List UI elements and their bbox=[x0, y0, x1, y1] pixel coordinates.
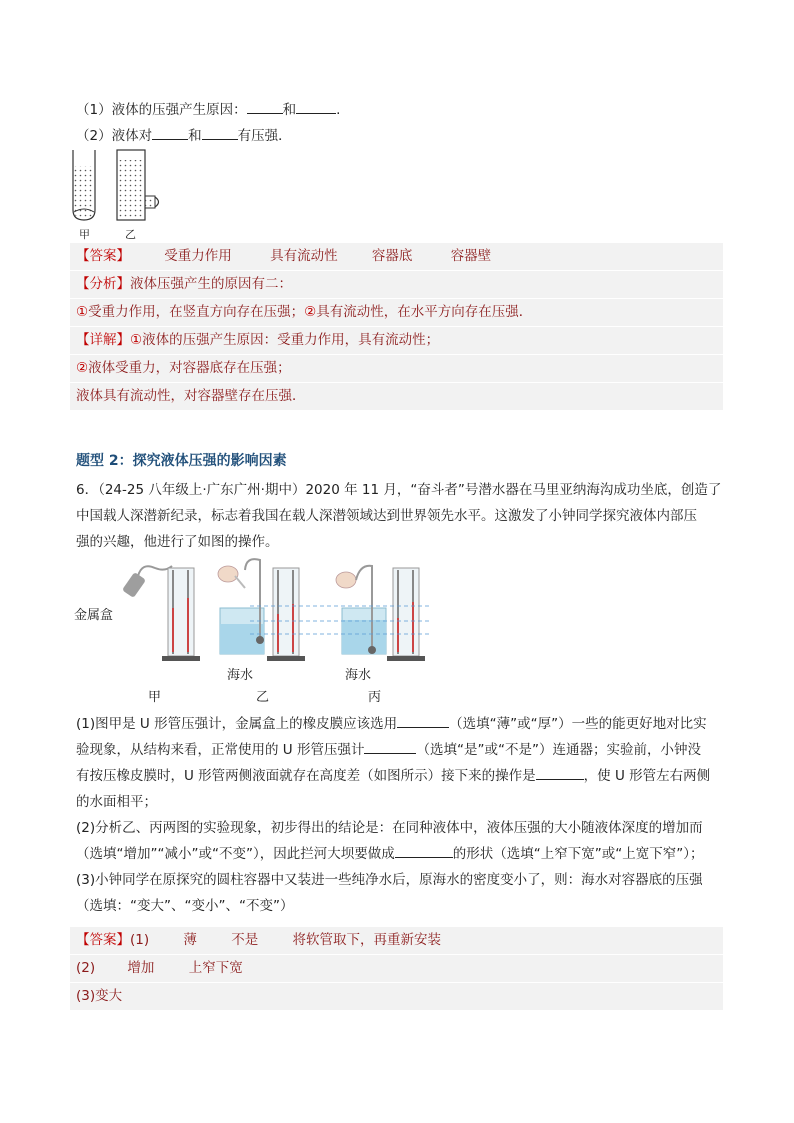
q6-p2-line1: (2)分析乙、丙两图的实验现象，初步得出的结论是：在同种液体中，液体压强的大小随液体深度的增加而 bbox=[76, 820, 703, 836]
q6-p2-line2 bbox=[76, 841, 726, 867]
blank bbox=[364, 739, 416, 754]
q1-line1 bbox=[76, 98, 340, 118]
fig-label-yi: 乙 bbox=[256, 690, 270, 705]
circle-num: ② bbox=[76, 360, 89, 376]
answer-box-1 bbox=[70, 243, 723, 411]
answer-num: (2) bbox=[76, 960, 96, 976]
answer-item: 增加 bbox=[127, 960, 155, 976]
answer-item: 容器底 bbox=[371, 248, 413, 264]
detail-tag: 【详解】 bbox=[76, 332, 130, 348]
analysis-row bbox=[70, 271, 723, 299]
analysis-tag: 【分析】 bbox=[76, 276, 130, 292]
container-jia bbox=[73, 150, 95, 220]
answer-item: 不是 bbox=[231, 932, 259, 948]
answer-row-3 bbox=[70, 983, 723, 1011]
circle-num: ② bbox=[304, 304, 317, 320]
answer-item: (3)变大 bbox=[76, 988, 123, 1004]
q6-p1-line2 bbox=[76, 737, 726, 763]
section-title: 题型 2：探究液体压强的影响因素 bbox=[76, 453, 287, 469]
q6-text: 验现象，从结构来看，正常使用的 U 形管压强计 bbox=[76, 742, 365, 758]
q6-text: 有按压橡皮膜时，U 形管两侧液面就存在高度差（如图所示）接下来的操作是 bbox=[76, 768, 536, 784]
answer-row-2 bbox=[70, 955, 723, 983]
fig-metal-box-label: 金属盒 bbox=[74, 608, 114, 623]
q1-line2-text: （2）液体对 bbox=[76, 128, 153, 144]
q6-p1-line1 bbox=[76, 711, 726, 737]
manometer-bing bbox=[336, 566, 425, 661]
circle-num: ① bbox=[130, 332, 143, 348]
q6-intro bbox=[76, 477, 726, 555]
answer-row bbox=[70, 243, 723, 271]
answer-item: 薄 bbox=[183, 932, 197, 948]
blank bbox=[395, 843, 453, 858]
analysis-text: 液体压强产生的原因有二： bbox=[130, 276, 292, 292]
q6-text: （选填“增加”“减小”或“不变”），因此拦河大坝要做成 bbox=[76, 846, 395, 862]
detail-row bbox=[70, 327, 723, 355]
analysis-text: 受重力作用，在竖直方向存在压强； bbox=[88, 304, 305, 320]
fig-label-yi: 乙 bbox=[125, 228, 136, 241]
answer-item: 受重力作用 bbox=[164, 248, 232, 264]
detail-text: 液体具有流动性，对容器壁存在压强． bbox=[76, 388, 306, 404]
q6-line: 6．（24-25 八年级上·广东广州·期中）2020 年 11 月，“奋斗者”号潜水器在马里亚纳海沟成功坐底，创造了 bbox=[76, 482, 722, 498]
answer-box-6 bbox=[70, 927, 723, 1011]
q6-text: （选填“是”或“不是”）连通器；实验前，小钟没 bbox=[416, 742, 701, 758]
q1-line2-and: 和 bbox=[188, 128, 202, 144]
answer-num: (1) bbox=[130, 932, 150, 948]
fig-label-bing: 丙 bbox=[368, 690, 382, 705]
manometer-jia bbox=[122, 566, 200, 661]
container-figure bbox=[68, 148, 168, 226]
q6-p3-line2: （选填：“变大”、“变小”、“不变”） bbox=[76, 898, 294, 914]
q1-line1-end: . bbox=[336, 102, 341, 118]
q1-line1-and: 和 bbox=[282, 102, 297, 118]
blank bbox=[296, 99, 336, 114]
q1-line2 bbox=[76, 124, 292, 144]
analysis-row-2 bbox=[70, 299, 723, 327]
blank bbox=[247, 99, 283, 114]
q1-line1-text: （1）液体的压强产生原因： bbox=[76, 102, 247, 118]
answer-item: 将软管取下，再重新安装 bbox=[292, 932, 442, 948]
answer-item: 上窄下宽 bbox=[188, 960, 243, 976]
detail-text: 液体受重力，对容器底存在压强； bbox=[88, 360, 291, 376]
answer-item: 具有流动性 bbox=[270, 248, 338, 264]
fig-label-jia: 甲 bbox=[148, 690, 162, 705]
container-yi bbox=[117, 150, 159, 220]
answer-tag: 【答案】 bbox=[76, 248, 130, 264]
q6-parts bbox=[76, 711, 726, 919]
q6-text: （选填“薄”或“厚”）一些的能更好地对比实 bbox=[449, 716, 707, 732]
q1-line2-end: 有压强． bbox=[237, 128, 292, 144]
fig-label-jia: 甲 bbox=[79, 228, 90, 241]
detail-row-3 bbox=[70, 383, 723, 411]
blank bbox=[536, 765, 584, 780]
detail-row-2 bbox=[70, 355, 723, 383]
manometer-figure bbox=[110, 558, 440, 668]
detail-text: 液体的压强产生原因：受重力作用，具有流动性； bbox=[142, 332, 440, 348]
circle-num: ① bbox=[76, 304, 89, 320]
answer-tag: 【答案】 bbox=[76, 932, 130, 948]
blank bbox=[202, 125, 238, 140]
fig-seawater-label: 海水 bbox=[345, 668, 372, 683]
answer-item: 容器壁 bbox=[450, 248, 492, 264]
manometer-yi bbox=[218, 559, 305, 661]
blank bbox=[152, 125, 188, 140]
q6-p1-line4: 的水面相平； bbox=[76, 794, 157, 810]
q6-text: ，使 U 形管左右两侧 bbox=[583, 768, 711, 784]
blank bbox=[397, 713, 449, 728]
fig-seawater-label: 海水 bbox=[227, 668, 254, 683]
q6-p1-line3 bbox=[76, 763, 726, 789]
q6-text: 的形状（选填“上窄下宽”或“上宽下窄”）； bbox=[452, 846, 704, 862]
analysis-text: 具有流动性，在水平方向存在压强． bbox=[316, 304, 533, 320]
q6-line: 中国载人深潜新纪录，标志着我国在载人深潜领域达到世界领先水平。这激发了小钟同学探究液体内部压 bbox=[76, 508, 697, 524]
answer-row bbox=[70, 927, 723, 955]
q6-line: 强的兴趣，他进行了如图的操作。 bbox=[76, 534, 279, 550]
q6-text: (1)图甲是 U 形管压强计，金属盒上的橡皮膜应该选用 bbox=[76, 716, 398, 732]
q6-p3-line1: (3)小钟同学在原探究的圆柱容器中又装进一些纯净水后，原海水的密度变小了，则：海水对容器底的压强 bbox=[76, 872, 703, 888]
